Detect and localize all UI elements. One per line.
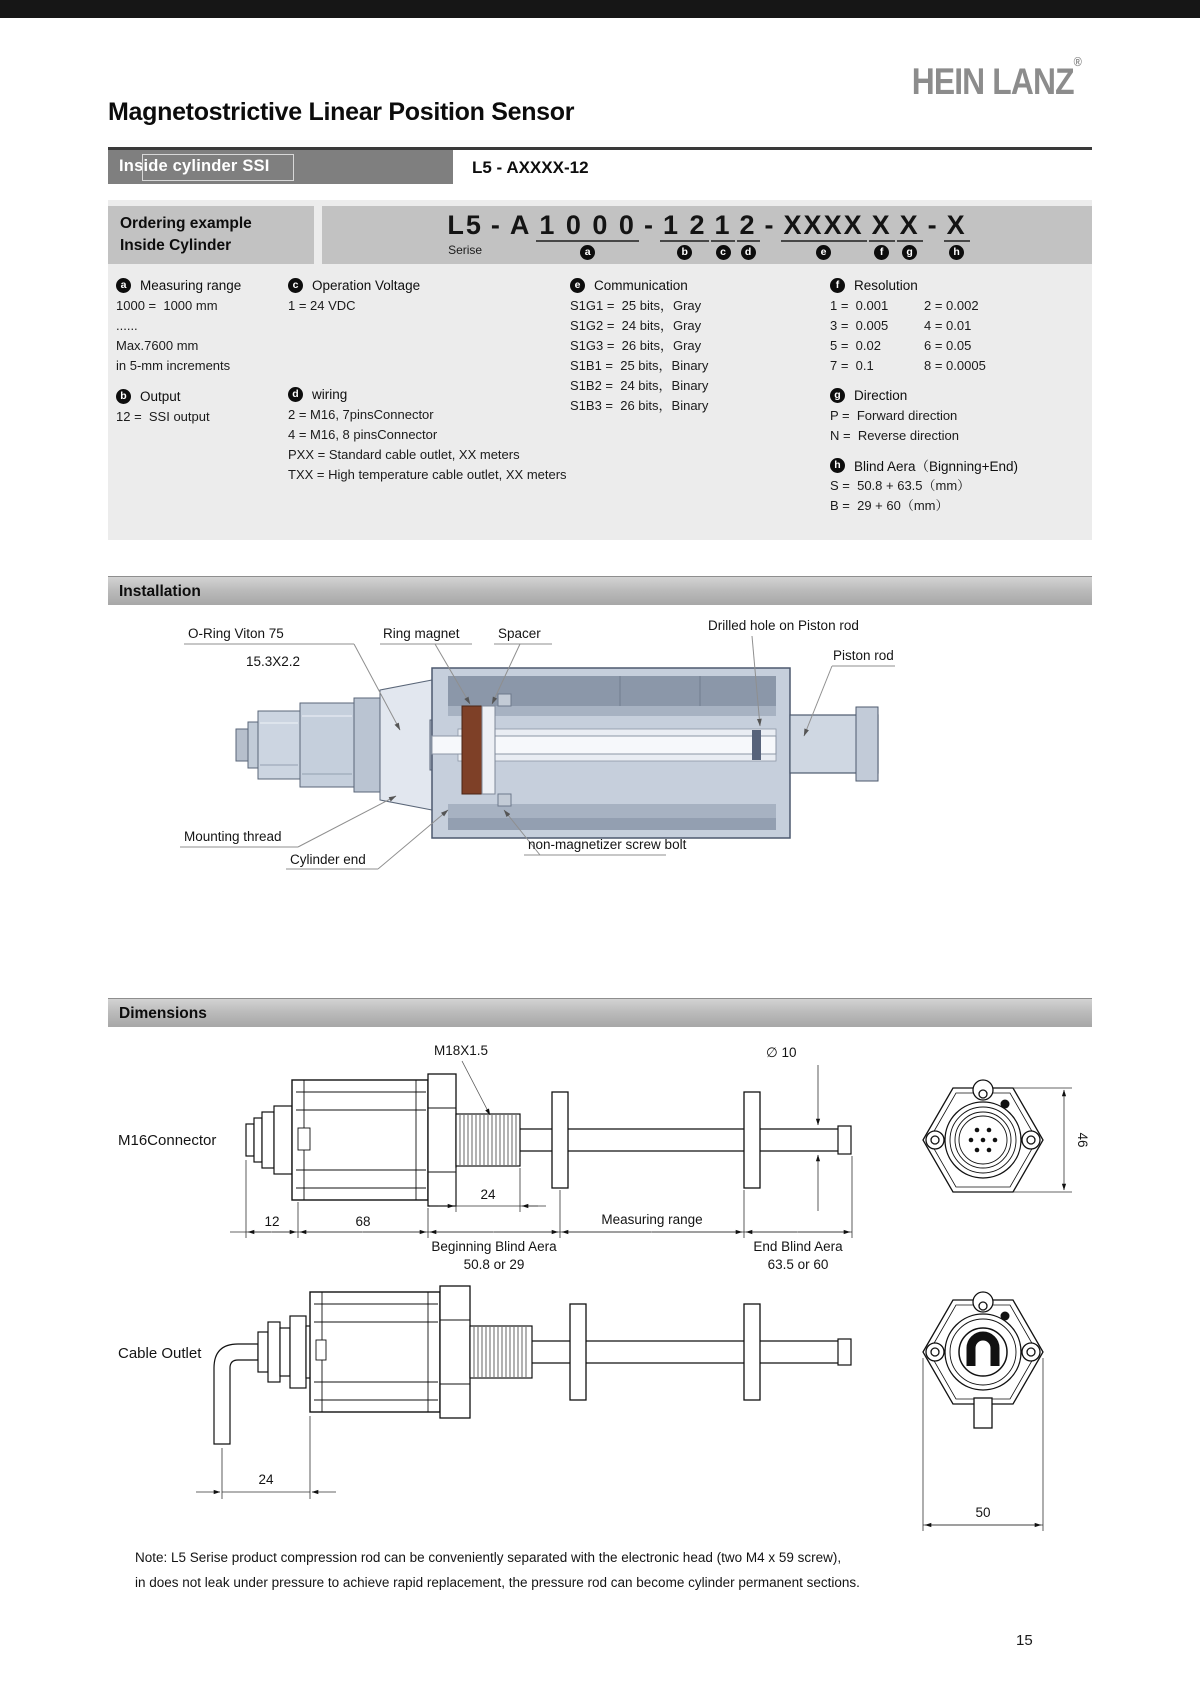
dimensions-view-m16	[100, 1035, 1100, 1285]
text-selection-box	[142, 154, 294, 181]
index-dot	[1001, 1100, 1010, 1109]
part-segment-dash	[641, 210, 658, 240]
spec-group-wiring	[288, 383, 568, 485]
spec-line: 2 = M16, 7pinsConnector	[288, 407, 434, 422]
part-segment-text: L5	[447, 210, 483, 240]
part-segment-text: A	[509, 210, 532, 240]
hex-end-view-connector	[923, 1080, 1043, 1192]
part-segment-wiring	[737, 210, 760, 260]
ring-magnet-float	[552, 1092, 568, 1188]
part-segment-series	[444, 210, 486, 257]
series-tab	[108, 150, 453, 184]
screw-bolt-bottom	[498, 794, 511, 806]
part-segment-resolution	[869, 210, 895, 260]
thread-spec-label: M18X1.5	[434, 1043, 489, 1058]
spec-title: wiring	[312, 386, 348, 402]
spec-row	[830, 336, 1088, 356]
spec-line: S1B3 = 26 bits，Binary	[570, 398, 709, 413]
cable-elbow	[214, 1344, 258, 1444]
dimensions-section-bar: Dimensions	[108, 998, 1092, 1027]
spec-group-direction	[830, 384, 1088, 446]
spacer-label: Spacer	[498, 626, 541, 641]
screw-bolt-label: non-magnetizer screw bolt	[528, 837, 687, 852]
spec-line: S1G1 = 25 bits，Gray	[570, 298, 702, 313]
part-segment-text: -	[764, 210, 776, 240]
ring-magnet	[462, 706, 482, 794]
circle-letter-f: f	[874, 245, 889, 260]
part-segment-text: -	[643, 210, 655, 240]
spec-row	[830, 356, 1088, 376]
oring-label: O-Ring Viton 75	[188, 626, 284, 641]
part-segment-text: -	[490, 210, 502, 240]
index-dot	[1001, 1312, 1010, 1321]
hex-nut	[428, 1074, 456, 1206]
brand-logo	[912, 54, 1082, 103]
spec-cell: 5 = 0.02	[830, 338, 881, 353]
begin-blind-label: Beginning Blind Aera	[431, 1239, 557, 1254]
spec-line: TXX = High temperature cable outlet, XX meters	[288, 467, 567, 482]
spacer	[482, 706, 495, 794]
dimensions-view-cable	[100, 1285, 1100, 1545]
sensor-outline-drawing	[246, 1074, 851, 1206]
spec-line: S1G3 = 26 bits，Gray	[570, 338, 702, 353]
spec-title: Measuring range	[140, 277, 242, 293]
circle-b-icon: b	[116, 389, 131, 404]
ordering-title-box	[108, 206, 314, 264]
mounting-thread-label: Mounting thread	[184, 829, 282, 844]
footer-note	[135, 1545, 1095, 1595]
part-segment-output	[660, 210, 710, 260]
hex-nut	[440, 1286, 470, 1418]
spec-line: in 5-mm increments	[116, 358, 231, 373]
part-segment-text: X	[897, 210, 923, 242]
brand-logo-text: HEIN LANZ	[911, 61, 1074, 102]
spec-title: Output	[140, 388, 181, 404]
spec-group-operation-voltage	[288, 274, 568, 316]
sensor-body	[292, 1080, 428, 1200]
spec-title: Communication	[594, 277, 688, 293]
part-segment-measuring-range	[536, 210, 639, 260]
begin-blind-value: 50.8 or 29	[463, 1257, 525, 1272]
flange-dim-50: 50	[975, 1505, 991, 1520]
spec-row	[830, 316, 1088, 336]
oring-size-label: 15.3X2.2	[246, 654, 301, 669]
circle-letter-a: a	[580, 245, 595, 260]
spec-line: 1 = 24 VDC	[288, 298, 356, 313]
ring-magnet-float	[570, 1304, 586, 1400]
spec-group-communication	[570, 274, 830, 416]
circle-f-icon: f	[830, 278, 845, 293]
part-segment-text: XXXX	[781, 210, 867, 242]
cable-exit	[974, 1398, 992, 1428]
spec-cell: 4 = 0.01	[924, 318, 972, 333]
circle-h-icon: h	[830, 458, 845, 473]
circle-g-icon: g	[830, 388, 845, 403]
ordering-section	[108, 200, 1092, 540]
ring-magnet-float	[744, 1092, 760, 1188]
part-segment-blind-area	[944, 210, 970, 260]
installation-diagram	[100, 608, 1100, 978]
part-segment-text: 1	[711, 210, 734, 242]
page-number: 15	[1016, 1632, 1033, 1649]
view1-label: M16Connector	[118, 1132, 217, 1149]
spec-cell: 2 = 0.002	[924, 298, 979, 313]
spec-line: S = 50.8 + 63.5（mm）	[830, 478, 971, 493]
registered-mark: ®	[1073, 54, 1082, 69]
part-segment-direction	[897, 210, 923, 260]
drilled-hole	[752, 730, 761, 760]
measuring-range-label: Measuring range	[601, 1212, 703, 1227]
screw-hole-right	[1027, 1348, 1035, 1356]
end-blind-label: End Blind Aera	[753, 1239, 843, 1254]
spec-column-3	[570, 274, 830, 424]
spec-cell: 8 = 0.0005	[924, 358, 986, 373]
spec-line: N = Reverse direction	[830, 428, 959, 443]
rod-diameter-label: ∅ 10	[766, 1045, 797, 1060]
spec-group-resolution	[830, 274, 1088, 376]
spec-line: Max.7600 mm	[116, 338, 199, 353]
spec-line: S1B2 = 24 bits，Binary	[570, 378, 709, 393]
part-segment-text: -	[927, 210, 939, 240]
thread-section	[470, 1326, 532, 1378]
dim-24-label: 24	[258, 1472, 274, 1487]
spec-line: P = Forward direction	[830, 408, 958, 423]
part-segment-voltage	[711, 210, 734, 260]
note-line-2: in does not leak under pressure to achieve rapid replacement, the pressure rod can become cylinder permanent sections.	[135, 1575, 860, 1590]
spec-cell: 3 = 0.005	[830, 318, 889, 333]
part-segment-dash	[925, 210, 942, 240]
spec-title: Direction	[854, 387, 908, 403]
ordering-title-line1: Ordering example	[120, 215, 252, 232]
part-segment-text: X	[944, 210, 970, 242]
dim-24-label: 24	[480, 1187, 496, 1202]
part-segment-dash	[488, 210, 505, 240]
spec-line: ......	[116, 318, 138, 333]
circle-a-icon: a	[116, 278, 131, 293]
hex-end-view-cable	[923, 1292, 1043, 1428]
spec-line: B = 29 + 60（mm）	[830, 498, 949, 513]
cylinder-end-label: Cylinder end	[290, 852, 366, 867]
circle-letter-g: g	[902, 245, 917, 260]
dim-12-label: 12	[264, 1214, 280, 1229]
part-segment-communication	[781, 210, 867, 260]
spec-group-blind-area	[830, 454, 1088, 516]
circle-letter-d: d	[741, 245, 756, 260]
part-number	[322, 206, 1092, 260]
spec-line: 12 = SSI output	[116, 409, 210, 424]
spec-row	[830, 296, 1088, 316]
part-segment-dash	[762, 210, 779, 240]
spec-cell: 6 = 0.05	[924, 338, 972, 353]
spec-line: PXX = Standard cable outlet, XX meters	[288, 447, 520, 462]
flange-dim-46: 46	[1075, 1132, 1090, 1148]
circle-e-icon: e	[570, 278, 585, 293]
spec-line: 4 = M16, 8 pinsConnector	[288, 427, 438, 442]
spec-column-4	[830, 274, 1088, 524]
circle-c-icon: c	[288, 278, 303, 293]
spec-title: Resolution	[854, 277, 918, 293]
ring-magnet-label: Ring magnet	[383, 626, 460, 641]
sensor-head	[236, 680, 458, 810]
mounting-nut	[380, 680, 432, 810]
spec-line: 1000 = 1000 mm	[116, 298, 218, 313]
circle-d-icon: d	[288, 387, 303, 402]
spec-line: S1B1 = 25 bits，Binary	[570, 358, 709, 373]
part-segment-text: X	[869, 210, 895, 242]
part-number-bar	[322, 206, 1092, 264]
ordering-title-line2: Inside Cylinder	[120, 237, 232, 254]
series-caption: Serise	[448, 243, 483, 257]
end-blind-value: 63.5 or 60	[767, 1257, 829, 1272]
circle-letter-b: b	[677, 245, 692, 260]
spec-cell: 1 = 0.001	[830, 298, 889, 313]
cable-outlet-drawing	[214, 1286, 851, 1444]
screw-hole-top	[979, 1090, 987, 1098]
dim-68-label: 68	[355, 1214, 371, 1229]
circle-letter-h: h	[949, 245, 964, 260]
top-black-bar	[0, 0, 1200, 18]
spec-group-measuring-range	[116, 274, 286, 376]
note-line-1: Note: L5 Serise product compression rod can be conveniently separated with the electronic head (two M4 x 59 screw),	[135, 1550, 842, 1565]
spec-title: Blind Aera（Bignning+End)	[854, 459, 1018, 474]
ring-magnet-float	[744, 1304, 760, 1400]
page-title: Magnetostrictive Linear Position Sensor	[108, 98, 575, 126]
piston-rod-label: Piston rod	[833, 648, 894, 663]
spec-cell: 7 = 0.1	[830, 358, 874, 373]
part-segment-text: 1 0 0 0	[536, 210, 639, 242]
spec-line: S1G2 = 24 bits，Gray	[570, 318, 702, 333]
spec-title: Operation Voltage	[312, 277, 421, 293]
spec-group-output	[116, 385, 286, 427]
series-header-row	[108, 147, 1092, 187]
series-tab-label: Inside cylinder SSI	[119, 157, 270, 175]
cylinder-block	[432, 668, 878, 838]
part-segment-text: 2	[737, 210, 760, 242]
screw-hole-left	[931, 1348, 939, 1356]
spec-column-1	[116, 274, 286, 435]
spec-column-2	[288, 274, 568, 493]
view2-label: Cable Outlet	[118, 1345, 202, 1362]
circle-letter-e: e	[816, 245, 831, 260]
part-segment-text: 1 2	[660, 210, 710, 242]
model-code: L5 - AXXXX-12	[472, 158, 589, 177]
drilled-hole-label: Drilled hole on Piston rod	[708, 618, 859, 633]
screw-hole-top	[979, 1302, 987, 1310]
screw-bolt-top	[498, 694, 511, 706]
part-segment-a-prefix	[507, 210, 535, 240]
installation-section-bar: Installation	[108, 576, 1092, 605]
sensor-body	[310, 1292, 440, 1412]
screw-hole-left	[931, 1136, 939, 1144]
circle-letter-c: c	[716, 245, 731, 260]
screw-hole-right	[1027, 1136, 1035, 1144]
